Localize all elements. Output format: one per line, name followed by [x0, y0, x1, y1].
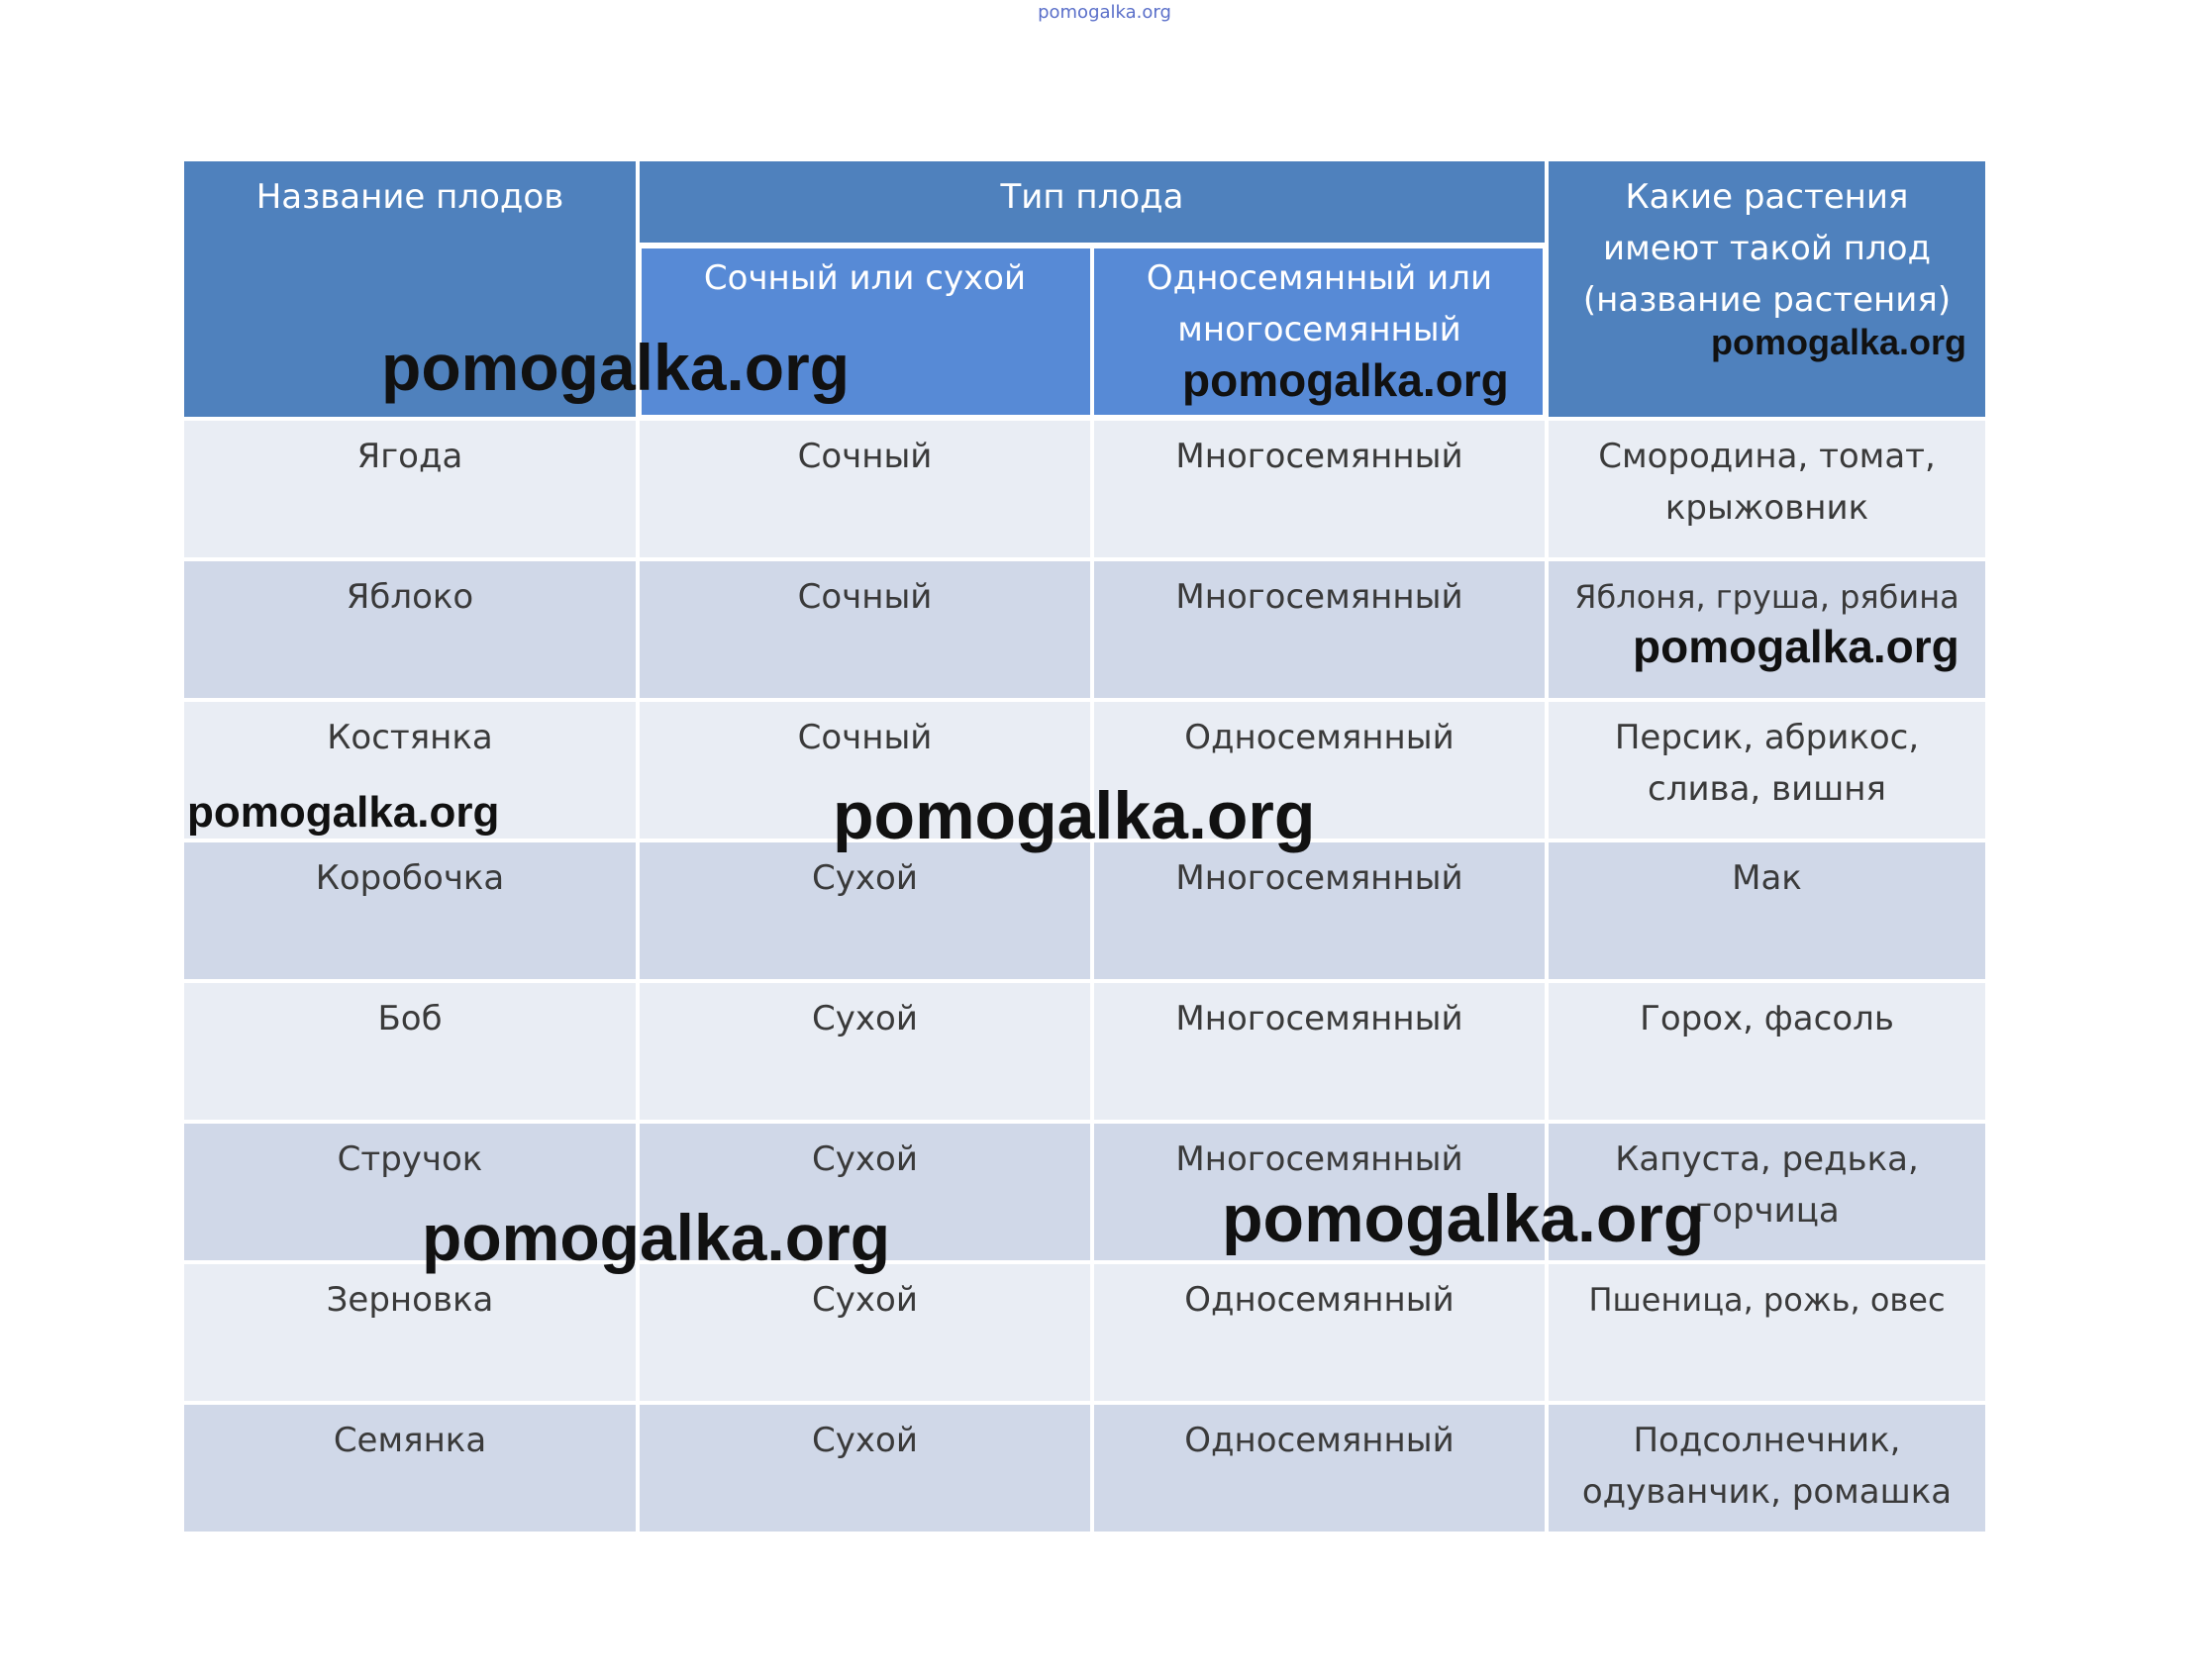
table-row-1-plants: Смородина, томат, крыжовник: [1549, 421, 1985, 557]
table-row-7-seeds: Односемянный: [1094, 1264, 1545, 1401]
table-row-7-plants: Пшеница, рожь, овес: [1549, 1264, 1985, 1401]
table-row-7-juicy: Сухой: [640, 1264, 1090, 1401]
table-row-3-name: Костянка: [184, 702, 636, 839]
watermark-3: pomogalka.org: [1711, 322, 1967, 362]
table-row-5-juicy: Сухой: [640, 983, 1090, 1120]
table-row-1-name: Ягода: [184, 421, 636, 557]
header-fruit-type: Тип плода: [640, 161, 1545, 243]
table-row-1-seeds: Многосемянный: [1094, 421, 1545, 557]
table-row-5-plants: Горох, фасоль: [1549, 983, 1985, 1120]
table-row-1-juicy: Сочный: [640, 421, 1090, 557]
table-row-8-plants: Подсолнечник, одуванчик, ромашка: [1549, 1405, 1985, 1532]
header-seeds: Односемянный или многосемянный: [1094, 243, 1545, 417]
watermark-5: pomogalka.org: [187, 788, 500, 837]
table-row-3-juicy: Сочный: [640, 702, 1090, 839]
table-row-5-name: Боб: [184, 983, 636, 1120]
table-row-3-plants: Персик, абрикос, слива, вишня: [1549, 702, 1985, 839]
top-watermark: pomogalka.org: [1038, 2, 1171, 23]
watermark-7: pomogalka.org: [422, 1201, 891, 1274]
table-row-2-juicy: Сочный: [640, 561, 1090, 698]
table-row-4-seeds: Многосемянный: [1094, 842, 1545, 979]
table-row-6-seeds: Многосемянный: [1094, 1124, 1545, 1260]
table-row-8-juicy: Сухой: [640, 1405, 1090, 1532]
header-juicy-or-dry: Сочный или сухой: [640, 243, 1090, 417]
table-row-5-seeds: Многосемянный: [1094, 983, 1545, 1120]
watermark-4: pomogalka.org: [1633, 621, 1959, 672]
table-row-2-seeds: Многосемянный: [1094, 561, 1545, 698]
table-row-4-plants: Мак: [1549, 842, 1985, 979]
table-row-2-name: Яблоко: [184, 561, 636, 698]
watermark-8: pomogalka.org: [1222, 1181, 1705, 1256]
table-row-6-plants: Капуста, редька, горчица: [1549, 1124, 1985, 1260]
table-row-3-seeds: Односемянный: [1094, 702, 1545, 839]
watermark-6: pomogalka.org: [833, 778, 1316, 853]
table-row-2-plants: Яблоня, груша, рябина: [1549, 561, 1985, 698]
watermark-2: pomogalka.org: [1182, 354, 1509, 406]
watermark-1: pomogalka.org: [381, 331, 851, 404]
header-fruit-name: Название плодов: [184, 161, 636, 417]
table-row-4-juicy: Сухой: [640, 842, 1090, 979]
table-row-7-name: Зерновка: [184, 1264, 636, 1401]
table-row-8-name: Семянка: [184, 1405, 636, 1532]
table-row-6-name: Стручок: [184, 1124, 636, 1260]
table-row-8-seeds: Односемянный: [1094, 1405, 1545, 1532]
table-row-6-juicy: Сухой: [640, 1124, 1090, 1260]
table-row-4-name: Коробочка: [184, 842, 636, 979]
header-plants: Какие растения имеют такой плод (название растения): [1549, 161, 1985, 417]
